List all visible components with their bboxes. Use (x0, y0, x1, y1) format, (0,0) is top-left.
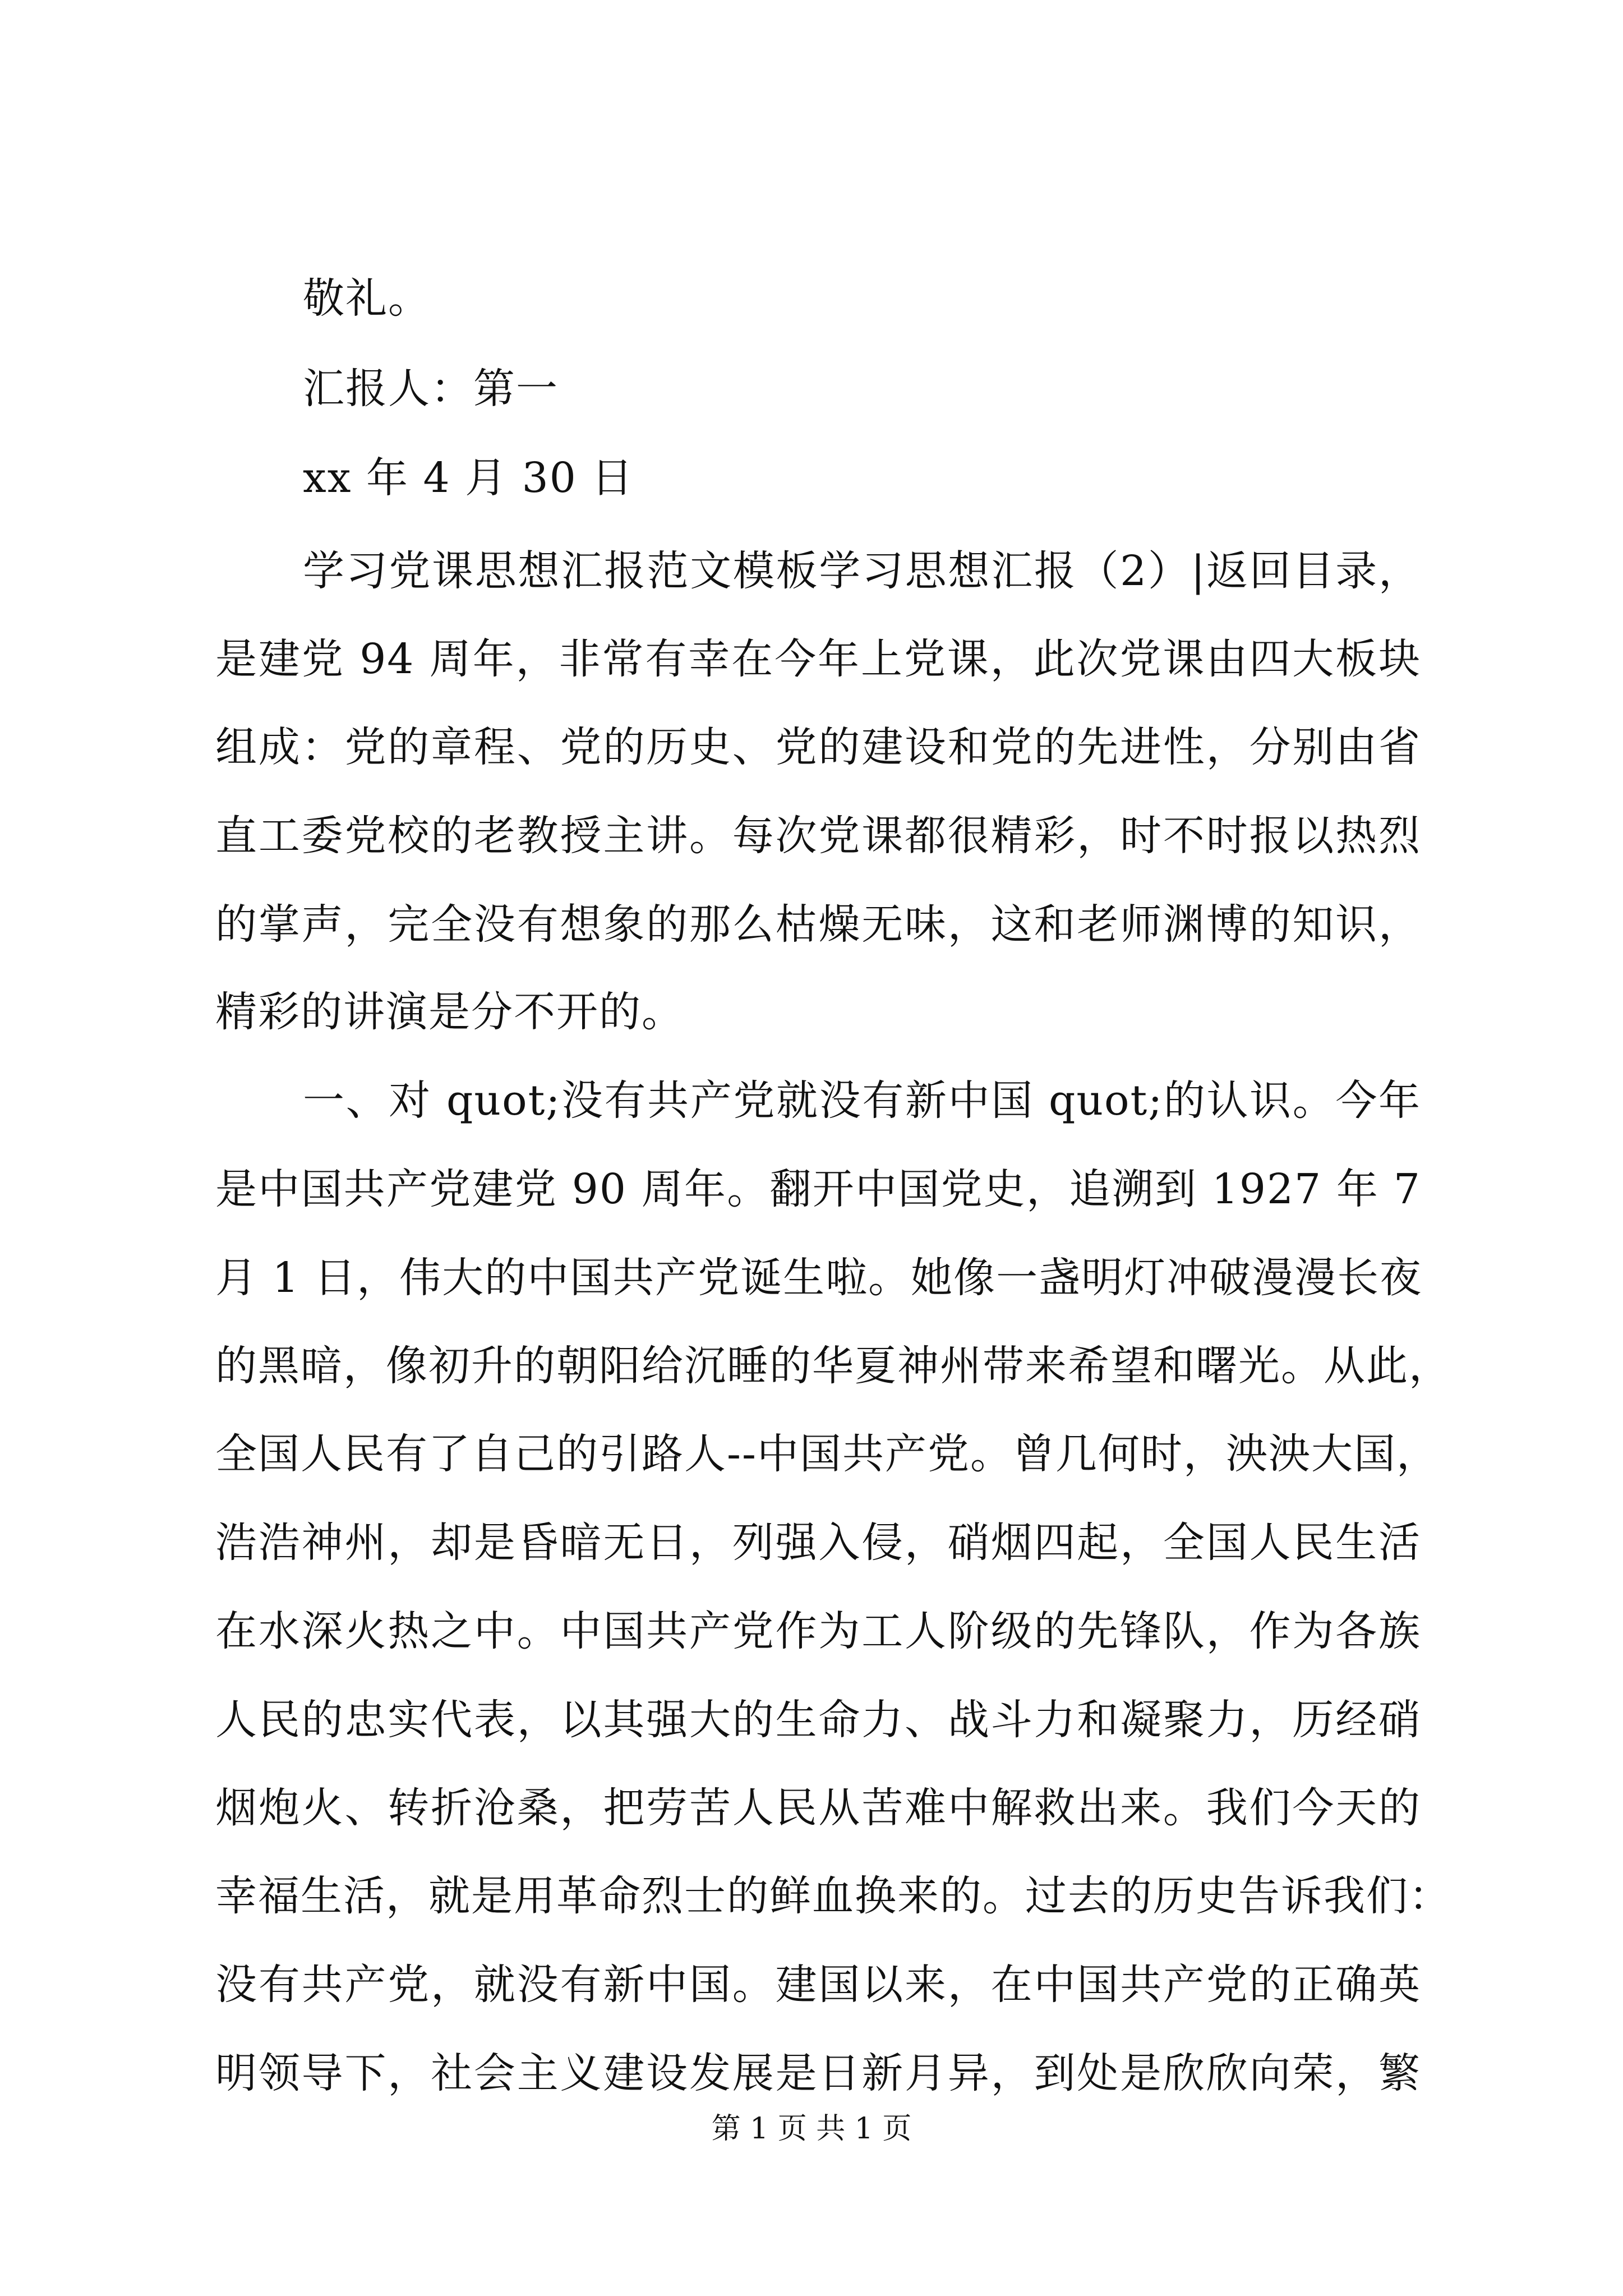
paragraph-line: 精彩的讲演是分不开的。 (215, 988, 684, 1036)
paragraph-line: 明领导下，社会主义建设发展是日新月异，到处是欣欣向荣，繁 (215, 2049, 1421, 2097)
paragraph-line: 没有共产党，就没有新中国。建国以来，在中国共产党的正确英 (215, 1961, 1421, 2009)
paragraph-line: 烟炮火、转折沧桑，把劳苦人民从苦难中解救出来。我们今天的 (215, 1784, 1421, 1832)
paragraph-line: 学习党课思想汇报范文模板学习思想汇报（2）|返回目录， (303, 547, 1421, 595)
paragraph-line: 月 1 日，伟大的中国共产党诞生啦。她像一盏明灯冲破漫漫长夜 (215, 1254, 1423, 1302)
closing-salutation: 敬礼。 (303, 274, 431, 323)
paragraph-line: 是建党 94 周年，非常有幸在今年上党课，此次党课由四大板块 (215, 635, 1421, 683)
page-footer: 第 1 页 共 1 页 (711, 2112, 912, 2146)
paragraph-line: 的掌声，完全没有想象的那么枯燥无味，这和老师渊博的知识， (215, 900, 1421, 949)
paragraph-line: 的黑暗，像初升的朝阳给沉睡的华夏神州带来希望和曙光。从此， (215, 1342, 1451, 1390)
paragraph-line: 一、对 quot;没有共产党就没有新中国 quot;的认识。今年 (303, 1076, 1421, 1125)
paragraph-line: 组成：党的章程、党的历史、党的建设和党的先进性，分别由省 (215, 723, 1421, 771)
paragraph-line: 是中国共产党建党 90 周年。翻开中国党史，追溯到 1927 年 7 (215, 1165, 1421, 1213)
date-line: xx 年 4 月 30 日 (303, 454, 634, 502)
paragraph-line: 幸福生活，就是用革命烈士的鲜血换来的。过去的历史告诉我们： (215, 1872, 1451, 1920)
paragraph-line: 直工委党校的老教授主讲。每次党课都很精彩，时不时报以热烈 (215, 812, 1421, 860)
paragraph-line: 浩浩神州，却是昏暗无日，列强入侵，硝烟四起，全国人民生活 (215, 1519, 1421, 1567)
paragraph-line: 全国人民有了自己的引路人--中国共产党。曾几何时，泱泱大国， (215, 1430, 1440, 1478)
paragraph-line: 在水深火热之中。中国共产党作为工人阶级的先锋队，作为各族 (215, 1607, 1421, 1655)
reporter-line: 汇报人：第一 (303, 365, 559, 413)
paragraph-line: 人民的忠实代表，以其强大的生命力、战斗力和凝聚力，历经硝 (215, 1696, 1421, 1744)
